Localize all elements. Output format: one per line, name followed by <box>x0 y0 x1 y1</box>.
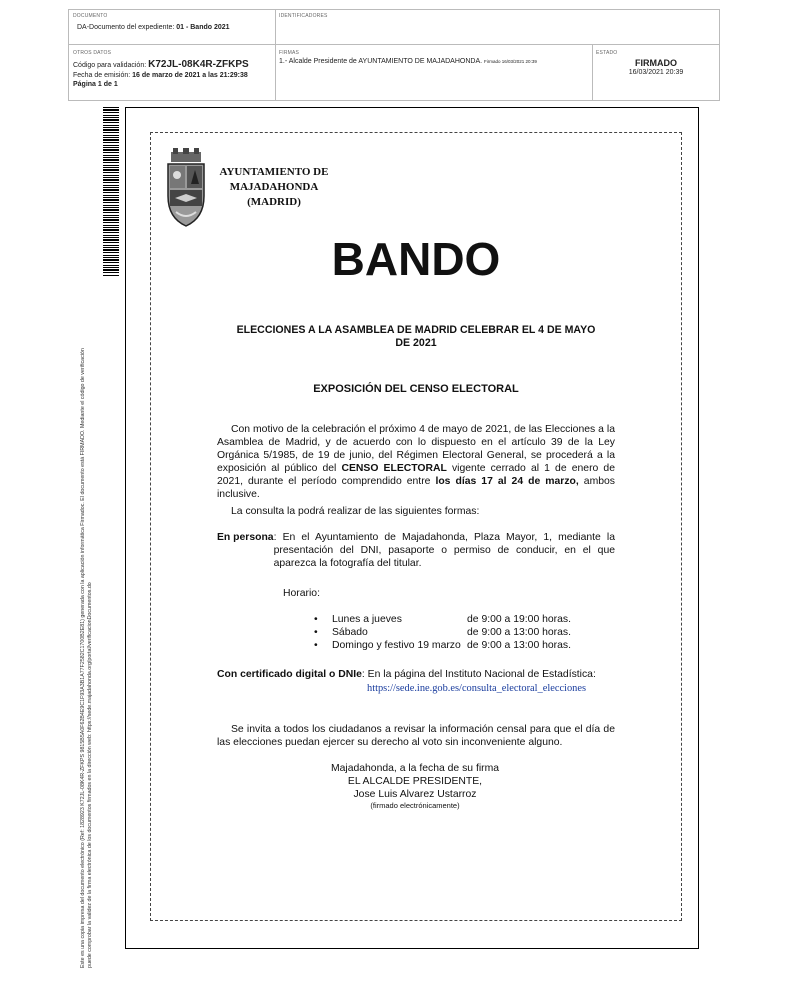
bullet-icon: • <box>314 614 318 625</box>
subtitle-line-1: ELECCIONES A LA ASAMBLEA DE MADRID CELEBRAR EL 4 DE MAYO <box>236 324 596 336</box>
schedule-row <box>314 613 571 626</box>
intro-bold-dias: los días 17 al 24 de marzo, <box>435 476 579 487</box>
intro-bold-censo: CENSO ELECTORAL <box>341 463 447 474</box>
ine-link[interactable]: https://sede.ine.gob.es/consulta_electoral_elecciones <box>367 683 586 694</box>
header-firmas-box <box>275 44 593 101</box>
section-heading: EXPOSICIÓN DEL CENSO ELECTORAL <box>313 383 519 395</box>
header-identificadores-box <box>275 9 720 45</box>
schedule-row <box>314 626 571 639</box>
codigo-validacion <box>73 59 249 70</box>
pagina: Página 1 de 1 <box>73 81 118 88</box>
org-line-2: MAJADAHONDA <box>229 181 319 193</box>
certificado-label: Con certificado digital o DNIe <box>217 669 362 680</box>
paragraph-consulta: La consulta la podrá realizar de las siguientes formas: <box>231 506 480 517</box>
subtitle-line-2: DE 2021 <box>395 337 437 349</box>
certificado-block <box>217 668 627 681</box>
subtitle <box>217 324 615 350</box>
barcode <box>103 107 119 277</box>
page-title: BANDO <box>331 233 501 285</box>
organization-name <box>213 165 335 210</box>
schedule-row <box>314 639 571 652</box>
en-persona-label: En persona <box>217 532 274 543</box>
documento-value: 01 - Bando 2021 <box>176 24 230 31</box>
org-line-1: AYUNTAMIENTO DE <box>219 166 329 178</box>
documento-label: DOCUMENTO <box>73 13 108 19</box>
bullet-icon: • <box>314 640 318 651</box>
intro-text-b: vigente cerrado al 1 de enero de 2021, durante el período comprendido entre <box>217 463 615 487</box>
firmas-label: FIRMAS <box>279 50 300 56</box>
codigo-prefix: Código para validación: <box>73 62 147 69</box>
en-persona-block <box>217 531 615 570</box>
org-line-3: (MADRID) <box>247 196 301 208</box>
coat-of-arms-icon <box>165 148 207 228</box>
horario-label: Horario: <box>283 588 320 599</box>
fecha-emision <box>73 72 248 79</box>
signature-block <box>300 762 530 811</box>
otros-datos-label: OTROS DATOS <box>73 50 112 56</box>
schedule-hours: de 9:00 a 13:00 horas. <box>467 627 571 638</box>
signature-note: (firmado electrónicamente) <box>370 801 460 810</box>
schedule-hours: de 9:00 a 19:00 horas. <box>467 614 571 625</box>
side-verification-text <box>80 348 94 968</box>
firma-entry <box>279 58 537 65</box>
firma-date: Firmado 16/03/2021 20:39 <box>484 59 537 64</box>
side-text-line-1: Este es una copia impresa del documento electrónico (Ref: 1828923 K72JL-08K4R-ZFKPS 9815B5A0F62B4E9C1F93A3B1A77F2582C1700B2E81) generada con la aplicación informática Firmadoc. El documento está FIRMADO. Mediante el código de verificación <box>80 348 86 968</box>
en-persona-text: : En el Ayuntamiento de Majadahonda, Plaza Mayor, 1, mediante la presentación del DNI, pasaporte o permiso de conducir, en el que aparezca la fotografía del titular. <box>273 532 615 569</box>
schedule-day: Lunes a jueves <box>332 614 402 625</box>
documento-prefix: DA-Documento del expediente: <box>77 24 175 31</box>
estado-value: FIRMADO <box>635 58 677 68</box>
estado-label: ESTADO <box>596 50 618 56</box>
schedule-day: Sábado <box>332 627 368 638</box>
schedule-day: Domingo y festivo 19 marzo <box>332 640 461 651</box>
paragraph-intro <box>217 423 615 501</box>
schedule-list <box>314 613 571 652</box>
signature-name: Jose Luis Alvarez Ustarroz <box>353 789 477 800</box>
codigo-value: K72JL-08K4R-ZFKPS <box>148 59 249 70</box>
schedule-hours: de 9:00 a 13:00 horas. <box>467 640 571 651</box>
fecha-value: 16 de marzo de 2021 a las 21:29:38 <box>132 72 248 79</box>
intro-text-c: ambos inclusive. <box>217 476 615 500</box>
signature-role: EL ALCALDE PRESIDENTE, <box>347 776 483 787</box>
certificado-text: : En la página del Instituto Nacional de Estadística: <box>361 669 596 680</box>
side-text-line-2: puede comprobar la validez de la firma electrónica de los documentos firmados en la dirección web: https://sede.majadahonda.org/portal/verificacionDocumentos.do <box>87 582 93 968</box>
fecha-prefix: Fecha de emisión: <box>73 72 131 79</box>
paragraph-final: Se invita a todos los ciudadanos a revisar la información censal para que el día de las elecciones puedan ejercer su derecho al voto sin inconveniente alguno. <box>217 724 615 748</box>
signature-place-date: Majadahonda, a la fecha de su firma <box>330 763 500 774</box>
documento-text <box>77 24 230 31</box>
identificadores-label: IDENTIFICADORES <box>279 13 328 19</box>
intro-text-a: Con motivo de la celebración el próximo 4 de mayo de 2021, de las Elecciones a la Asamblea de Madrid, y de acuerdo con lo dispuesto en el artículo 39 de la Ley Orgánica 5/1985, de 19 de junio, del Régimen Electoral General, se procederá a la exposición al público del <box>217 424 615 474</box>
bullet-icon: • <box>314 627 318 638</box>
firma-line: 1.- Alcalde Presidente de AYUNTAMIENTO DE MAJADAHONDA. <box>279 58 483 65</box>
estado-date: 16/03/2021 20:39 <box>628 69 684 76</box>
